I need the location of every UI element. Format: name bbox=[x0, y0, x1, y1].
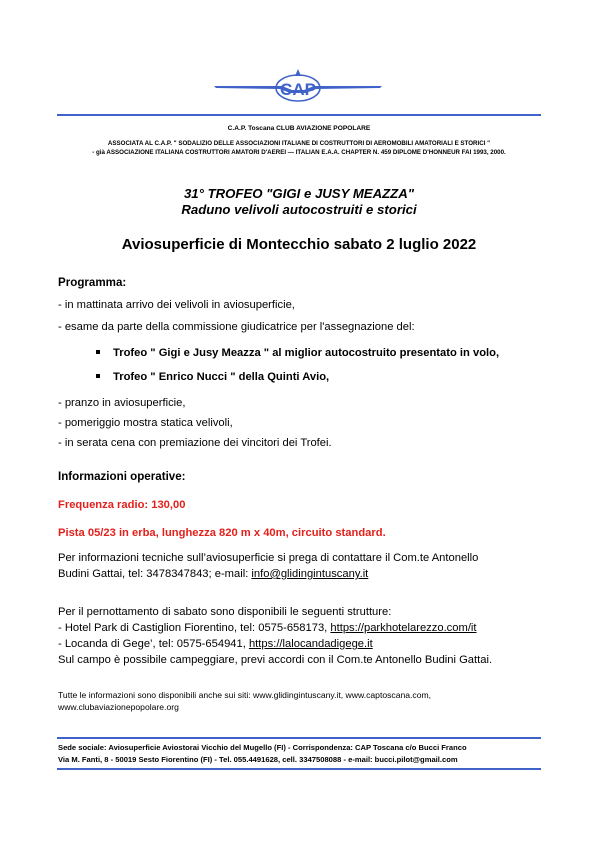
event-subtitle: Raduno velivoli autocostruiti e storici bbox=[181, 202, 417, 217]
logo-text: CAP bbox=[280, 80, 316, 99]
header-rule bbox=[57, 114, 541, 116]
hotel-link[interactable]: https://lalocandadigege.it bbox=[248, 638, 373, 650]
lodging-intro: Per il pernottamento di sabato sono disponibili le seguenti strutture: bbox=[58, 606, 392, 618]
runway-info: Pista 05/23 in erba, lunghezza 820 m x 40m, circuito standard. bbox=[58, 527, 386, 539]
trophy-text: Trofeo " Gigi e Jusy Meazza " al miglior autocostruito presentato in volo, bbox=[113, 347, 500, 359]
program-heading: Programma: bbox=[58, 276, 127, 289]
program-item: - esame da parte della commissione giudicatrice per l'assegnazione del: bbox=[58, 321, 415, 333]
program-item: - pomeriggio mostra statica velivoli, bbox=[58, 417, 233, 429]
association-line-1: ASSOCIATA AL C.A.P. " SODALIZIO DELLE ASSOCIAZIONI ITALIANE DI COSTRUTTORI DI AEROMOBILI AMATORIALI E STORICI " bbox=[107, 140, 491, 147]
bullet-square-icon bbox=[96, 350, 100, 354]
contact-text: Budini Gattai, tel: 3478347843; e-mail: bbox=[58, 568, 252, 580]
info-heading: Informazioni operative: bbox=[58, 470, 186, 483]
radio-frequency: Frequenza radio: 130,00 bbox=[58, 499, 186, 511]
contact-line: Per informazioni tecniche sull’aviosuperficie si prega di contattare il Com.te Antonello bbox=[58, 552, 479, 564]
hotel-line bbox=[58, 638, 373, 650]
org-line: C.A.P. Toscana CLUB AVIAZIONE POPOLARE bbox=[227, 125, 371, 132]
footer-rule-top bbox=[57, 737, 541, 739]
cap-logo bbox=[212, 68, 384, 108]
footer-line: Via M. Fanti, 8 - 50019 Sesto Fiorentino (FI) - Tel. 055.4491628, cell. 3347508088 - e-mail: bucci.pilot@gmail.com bbox=[58, 755, 458, 764]
footer-line: Sede sociale: Aviosuperficie Aviostorai Vicchio del Mugello (FI) - Corrispondenza: CAP Toscana c/o Bucci Franco bbox=[58, 743, 467, 752]
bullet-square-icon bbox=[96, 374, 100, 378]
footer-rule-bottom bbox=[57, 768, 541, 770]
trophy-text: Trofeo " Enrico Nucci " della Quinti Avio, bbox=[113, 371, 330, 383]
program-item: - in mattinata arrivo dei velivoli in aviosuperficie, bbox=[58, 299, 295, 311]
contact-email-link[interactable]: info@glidingintuscany.it bbox=[251, 568, 369, 580]
program-item: - pranzo in aviosuperficie, bbox=[58, 397, 186, 409]
sites-line: www.clubaviazionepopolare.org bbox=[58, 702, 179, 712]
hotel-text: - Locanda di Gege’, tel: 0575-654941, bbox=[58, 638, 249, 650]
contact-line bbox=[58, 568, 368, 580]
camping-info: Sul campo è possibile campeggiare, previ accordi con il Com.te Antonello Budini Gattai. bbox=[58, 654, 493, 666]
hotel-link[interactable]: https://parkhotelarezzo.com/it bbox=[330, 622, 477, 634]
trophy-bullet bbox=[96, 371, 329, 383]
event-location-date: Aviosuperficie di Montecchio sabato 2 luglio 2022 bbox=[121, 236, 477, 253]
sites-line: Tutte le informazioni sono disponibili anche sui siti: www.glidingintuscany.it, www.captoscana.com, bbox=[58, 690, 432, 700]
program-item: - in serata cena con premiazione dei vincitori dei Trofei. bbox=[58, 437, 332, 449]
hotel-text: - Hotel Park di Castiglion Fiorentino, tel: 0575-658173, bbox=[58, 622, 331, 634]
trophy-bullet bbox=[96, 347, 499, 359]
hotel-line bbox=[58, 622, 477, 634]
event-title: 31° TROFEO "GIGI e JUSY MEAZZA" bbox=[183, 186, 415, 201]
association-line-2: - già ASSOCIAZIONE ITALIANA COSTRUTTORI AMATORI D'AEREI — ITALIAN E.A.A. CHAPTER N. 459 DIPLOME D'HONNEUR FAI 1993, 2000. bbox=[92, 149, 506, 156]
